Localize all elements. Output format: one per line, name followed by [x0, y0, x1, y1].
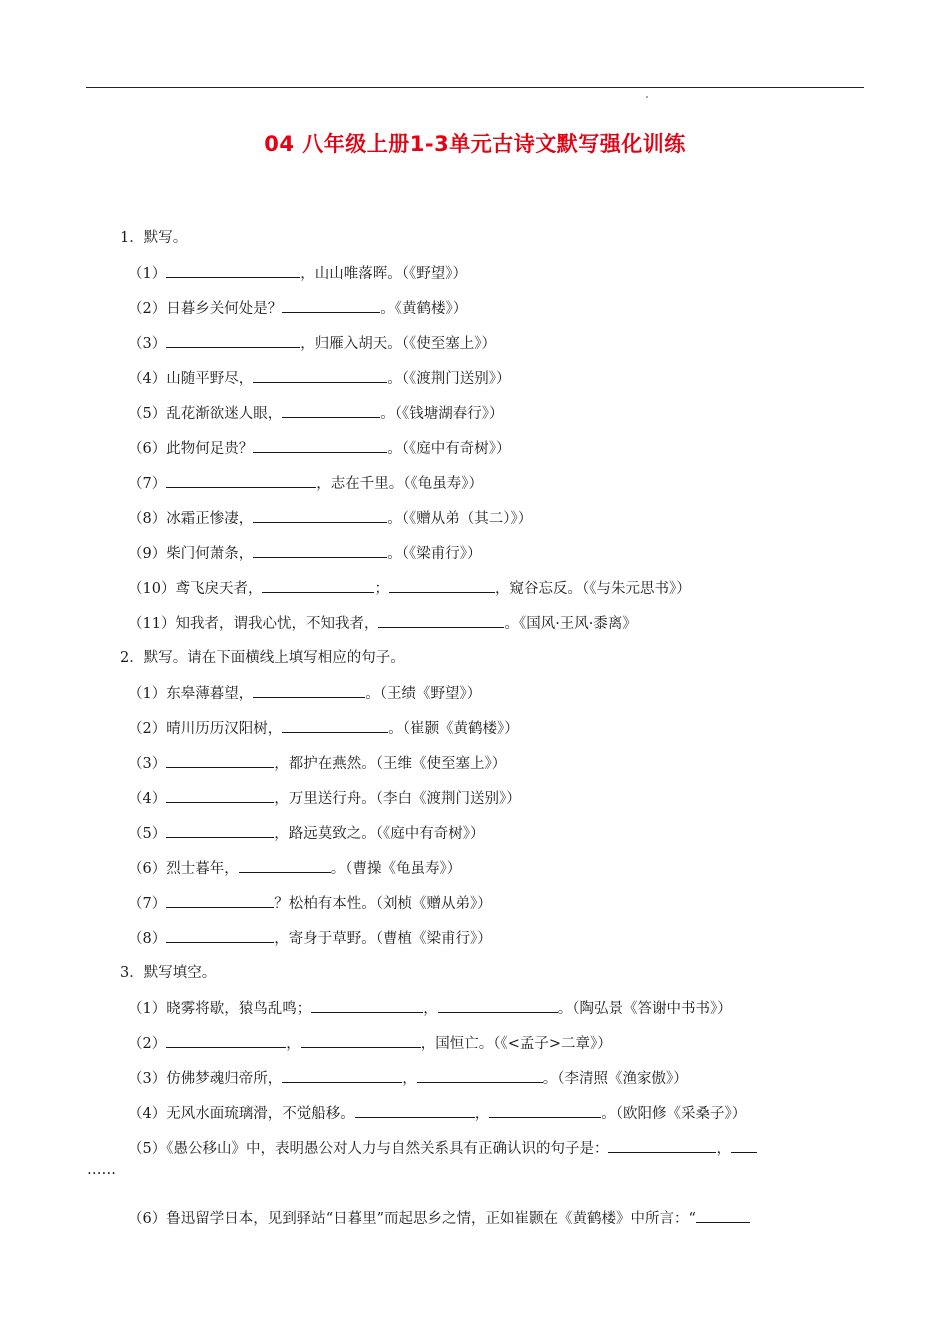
item-number: （10） [128, 581, 176, 597]
item-number: （4） [128, 1106, 167, 1122]
answer-blank[interactable] [311, 996, 423, 1013]
answer-blank[interactable] [282, 1066, 402, 1083]
s2-q2 [120, 716, 860, 751]
item-number: （2） [128, 721, 167, 737]
answer-blank[interactable] [166, 261, 300, 278]
item-suffix: ，志在千里。（《龟虽寿》） [316, 476, 483, 492]
item-prefix: 无风水面琉璃滑，不觉船移。 [166, 1106, 355, 1122]
item-suffix: ，归雁入胡天。（《使至塞上》） [300, 336, 496, 352]
item-number: （1） [128, 1001, 167, 1017]
s1-q1 [120, 261, 860, 296]
section-3-heading: 3．默写填空。 [120, 965, 217, 981]
header-dot [646, 96, 648, 98]
answer-blank[interactable] [253, 681, 365, 698]
s3-q5-continuation: …… [87, 1162, 116, 1178]
answer-blank[interactable] [253, 506, 387, 523]
answer-blank[interactable] [262, 576, 374, 593]
item-separator: ， [716, 1141, 731, 1157]
answer-blank[interactable] [301, 1031, 421, 1048]
item-separator: ， [474, 1106, 490, 1122]
item-prefix: 仿佛梦魂归帝所， [166, 1071, 283, 1087]
item-prefix: 山随平野尽， [166, 371, 254, 387]
item-suffix: 。（崔颢《黄鹤楼》） [388, 721, 519, 737]
item-number: （5） [128, 826, 167, 842]
s2-q6 [120, 856, 860, 891]
answer-blank[interactable] [239, 856, 331, 873]
s3-q5 [120, 1136, 860, 1158]
item-suffix: ？松柏有本性。（刘桢《赠从弟》） [274, 896, 492, 912]
item-suffix: 。（李清照《渔家傲》） [542, 1071, 688, 1087]
item-prefix: 知我者，谓我心忧，不知我者， [175, 616, 379, 632]
s1-q8 [120, 506, 860, 541]
item-number: （4） [128, 791, 167, 807]
s1-q4 [120, 366, 860, 401]
answer-blank[interactable] [438, 996, 558, 1013]
item-suffix: ，山山唯落晖。（《野望》） [300, 266, 467, 282]
item-prefix: 烈士暮年， [166, 861, 239, 877]
s2-q1 [120, 681, 860, 716]
answer-blank[interactable] [166, 1031, 286, 1048]
answer-blank[interactable] [282, 296, 380, 313]
item-prefix: 日暮乡关何处是？ [166, 301, 283, 317]
answer-blank[interactable] [355, 1101, 475, 1118]
s2-q3 [120, 751, 860, 786]
answer-blank[interactable] [166, 926, 274, 943]
item-number: （8） [128, 931, 167, 947]
s3-q3 [120, 1066, 860, 1101]
item-suffix: ，寄身于草野。（曹植《梁甫行》） [274, 931, 492, 947]
item-number: （5） [128, 406, 167, 422]
answer-blank[interactable] [282, 716, 388, 733]
item-suffix: ，国恒亡。（《<孟子>二章》） [420, 1036, 612, 1052]
item-separator: ； [374, 581, 389, 597]
item-number: （7） [128, 476, 167, 492]
s1-q9 [120, 541, 860, 576]
item-number: （2） [128, 301, 167, 317]
answer-blank[interactable] [417, 1066, 543, 1083]
item-number: （2） [128, 1036, 167, 1052]
s1-q2 [120, 296, 860, 331]
item-number: （7） [128, 896, 167, 912]
item-suffix: 。（《钱塘湖春行》） [380, 406, 504, 422]
item-prefix: 乱花渐欲迷人眼， [166, 406, 283, 422]
section-2-heading: 2．默写。请在下面横线上填写相应的句子。 [120, 650, 405, 666]
item-suffix: ，路远莫致之。（《庭中有奇树》） [274, 826, 485, 842]
answer-blank[interactable] [166, 751, 274, 768]
item-number: （3） [128, 336, 167, 352]
item-suffix: 。（《渡荆门送别》） [387, 371, 511, 387]
item-number: （9） [128, 546, 167, 562]
item-suffix: 。（《梁甫行》） [387, 546, 482, 562]
item-number: （6） [128, 861, 167, 877]
item-separator: ， [423, 1001, 438, 1017]
page-title: 04 八年级上册1-3单元古诗文默写强化训练 [264, 132, 686, 156]
item-prefix: 鸢飞戾天者， [175, 581, 263, 597]
exercise-body [87, 226, 860, 1241]
answer-blank[interactable] [389, 576, 495, 593]
item-number: （11） [128, 616, 176, 632]
answer-blank[interactable] [696, 1206, 750, 1223]
answer-blank[interactable] [489, 1101, 601, 1118]
item-number: （8） [128, 511, 167, 527]
s1-q7 [120, 471, 860, 506]
item-suffix: 。（《庭中有奇树》） [387, 441, 511, 457]
item-prefix: 此物何足贵？ [166, 441, 254, 457]
item-prefix: 《愚公移山》中，表明愚公对人力与自然关系具有正确认识的句子是： [166, 1141, 609, 1157]
answer-blank[interactable] [608, 1136, 716, 1153]
item-suffix: 。《国风·王风·黍离》 [504, 616, 637, 632]
answer-blank[interactable] [166, 331, 300, 348]
item-number: （6） [128, 441, 167, 457]
item-number: （3） [128, 756, 167, 772]
item-suffix: 。（王绩《野望》） [365, 686, 482, 702]
s1-q6 [120, 436, 860, 471]
item-suffix: 。（陶弘景《答谢中书书》） [557, 1001, 732, 1017]
s1-q10 [120, 576, 860, 611]
item-suffix: ，都护在燕然。（王维《使至塞上》） [274, 756, 507, 772]
item-prefix: 晴川历历汉阳树， [166, 721, 283, 737]
item-suffix: ，窥谷忘反。（《与朱元思书》） [494, 581, 691, 597]
s1-q3 [120, 331, 860, 366]
s3-q1 [120, 996, 860, 1031]
item-prefix: 东皋薄暮望， [166, 686, 254, 702]
item-suffix: 。（曹操《龟虽寿》） [330, 861, 462, 877]
answer-blank[interactable] [731, 1136, 757, 1153]
answer-blank[interactable] [253, 541, 387, 558]
item-suffix: 。（欧阳修《采桑子》） [601, 1106, 747, 1122]
answer-blank[interactable] [253, 436, 387, 453]
s2-q4 [120, 786, 860, 821]
item-suffix: 。《黄鹤楼》） [380, 301, 468, 317]
s3-q4 [120, 1101, 860, 1136]
item-suffix: 。（《赠从弟（其二）》） [387, 511, 533, 527]
item-number: （5） [128, 1141, 167, 1157]
item-prefix: 柴门何萧条， [166, 546, 254, 562]
answer-blank[interactable] [166, 821, 274, 838]
item-number: （3） [128, 1071, 167, 1087]
header-rule [86, 87, 864, 88]
s2-q5 [120, 821, 860, 856]
item-prefix: 晓雾将歇，猿鸟乱鸣； [166, 1001, 312, 1017]
answer-blank[interactable] [166, 786, 274, 803]
answer-blank[interactable] [253, 366, 387, 383]
item-suffix: ，万里送行舟。（李白《渡荆门送别》） [274, 791, 521, 807]
s2-q8 [120, 926, 860, 961]
s3-q2 [120, 1031, 860, 1066]
answer-blank[interactable] [166, 471, 316, 488]
s3-q6 [120, 1206, 860, 1241]
section-1-heading: 1．默写。 [120, 230, 188, 246]
item-prefix: 鲁迅留学日本，见到驿站“日暮里”而起思乡之情，正如崔颢在《黄鹤楼》中所言：“ [166, 1211, 696, 1227]
item-number: （1） [128, 686, 167, 702]
item-separator: ， [286, 1036, 301, 1052]
answer-blank[interactable] [378, 611, 504, 628]
answer-blank[interactable] [166, 891, 274, 908]
item-number: （4） [128, 371, 167, 387]
item-prefix: 冰霜正惨凄， [166, 511, 254, 527]
s1-q5 [120, 401, 860, 436]
item-number: （6） [128, 1211, 167, 1227]
s2-q7 [120, 891, 860, 926]
answer-blank[interactable] [282, 401, 380, 418]
item-number: （1） [128, 266, 167, 282]
s1-q11 [120, 611, 860, 646]
item-separator: ， [402, 1071, 417, 1087]
